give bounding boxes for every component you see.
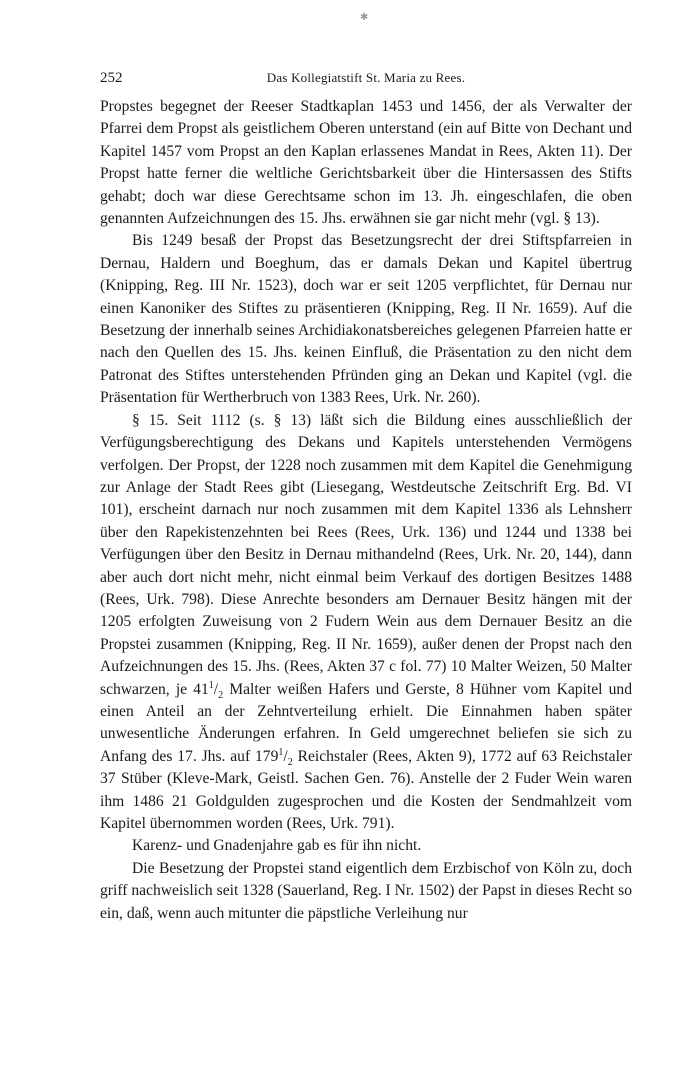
text-run: Die Besetzung der Propstei stand eigentlich dem Erzbischof von Köln zu, doch griff nachweislich seit 1328 (Sauerland, Reg. I Nr. 1502) der Papst in dieses Recht so ein, daß, wenn auch mitunter die päpstliche Verleihung nur: [100, 859, 632, 922]
text-run: Reichstaler (Rees, Akten 9), 1772 auf 63 Reichstaler 37 Stüber (Kleve-Mark, Geistl. Sachen Gen. 76). Anstelle der 2 Fuder Wein waren ihm 1486 21 Goldgulden zugesprochen und die Kosten der Sendmahlzeit vom Kapitel übernommen worden (Rees, Urk. 791).: [100, 747, 633, 832]
paragraph: [100, 96, 632, 230]
text-run: /: [213, 680, 219, 698]
text-run: Bis 1249 besaß der Propst das Besetzungsrecht der drei Stiftspfarreien in Dernau, Haldern und Boeghum, das er damals Dekan und Kapitel übertrug (Knipping, Reg. III Nr. 1523), doch war er seit 1205 verpflichtet, für Dernau nur einen Kanoniker des Stiftes zu präsentieren (Knipping, Reg. II Nr. 1659). Auf die Besetzung der innerhalb seines Archidiakonatsbereiches gelegenen Pfarreien hatte er nach den Quellen des 15. Jhs. keinen Einfluß, die Präsentation zu den nicht dem Patronat des Stiftes unterstehenden Pfründen ging an Dekan und Kapitel (vgl. die Präsentation für Wertherbruch von 1383 Rees, Urk. Nr. 260).: [100, 232, 632, 407]
paragraph: [100, 410, 632, 836]
text-run: /: [283, 747, 288, 765]
paragraph: [100, 230, 632, 409]
fraction-denominator: 2: [218, 689, 224, 701]
page-header: [100, 68, 632, 88]
fraction-numerator: 1: [208, 679, 214, 691]
running-title: Das Kollegiatstift St. Maria zu Rees.: [266, 70, 466, 85]
text-run: Propstes begegnet der Reeser Stadtkaplan 1453 und 1456, der als Verwalter der Pfarrei dem Propst als geistlichem Oberen unterstand (ein auf Bitte von Dechant und Kapitel 1457 vom Propst an den Kaplan erlassenes Mandat in Rees, Akten 11). Der Propst hatte ferner die weltliche Gerichtsbarkeit über die Hintersassen des Stifts gehabt; doch war diese Gerechtsame schon im 13. Jh. eingeschlafen, die oben genannten Aufzeichnungen des 15. Jhs. erwähnen sie gar nicht mehr (vgl. § 13).: [100, 98, 632, 228]
page-number: 252: [100, 70, 123, 86]
text-run: Karenz- und Gnadenjahre gab es für ihn nicht.: [132, 837, 422, 855]
paragraph: [100, 835, 632, 857]
fraction-numerator: 1: [278, 746, 284, 758]
fraction-denominator: 2: [287, 756, 293, 768]
text-run: Malter weißen Hafers und Gerste, 8 Hühner vom Kapitel und einen Anteil an der Zehntverteilung erhielt. Die Einnahmen haben später unwesentliche Änderungen erfahren. In Geld umgerechnet beliefen sie sich zu Anfang des 17. Jhs. auf 179: [100, 680, 632, 765]
paragraph: [100, 858, 632, 925]
body-text: [100, 96, 632, 925]
text-run: § 15. Seit 1112 (s. § 13) läßt sich die Bildung eines ausschließlich der Verfügungsberechtigung des Dekans und Kapitels unterstehenden Vermögens verfolgen. Der Propst, der 1228 noch zusammen mit dem Kapitel die Genehmigung zur Anlage der Stadt Rees gibt (Liesegang, Westdeutsche Zeitschrift Erg. Bd. VI 101), erscheint darnach nur noch zusammen mit dem Kapitel 1336 als Lehnsherr über den Rapekistenzehnten bei Rees (Rees, Urk. 136) und 1244 und 1338 bei Verfügungen über den Besitz in Dernau mithandelnd (Rees, Urk. Nr. 20, 144), dann aber auch dort nicht mehr, nicht einmal beim Verkauf des dortigen Besitzes 1488 (Rees, Urk. 798). Diese Anrechte besonders am Dernauer Besitz hängen mit der 1205 erfolgten Zuweisung von 2 Fudern Wein aus dem Dernauer Besitz an die Propstei zusammen (Knipping, Reg. II Nr. 1659), außer denen der Propst nach den Aufzeichnungen des 15. Jhs. (Rees, Akten 37 c fol. 77) 10 Malter Weizen, 50 Malter schwarzen, je 41: [100, 411, 632, 698]
scan-speck: ✱: [360, 12, 369, 23]
